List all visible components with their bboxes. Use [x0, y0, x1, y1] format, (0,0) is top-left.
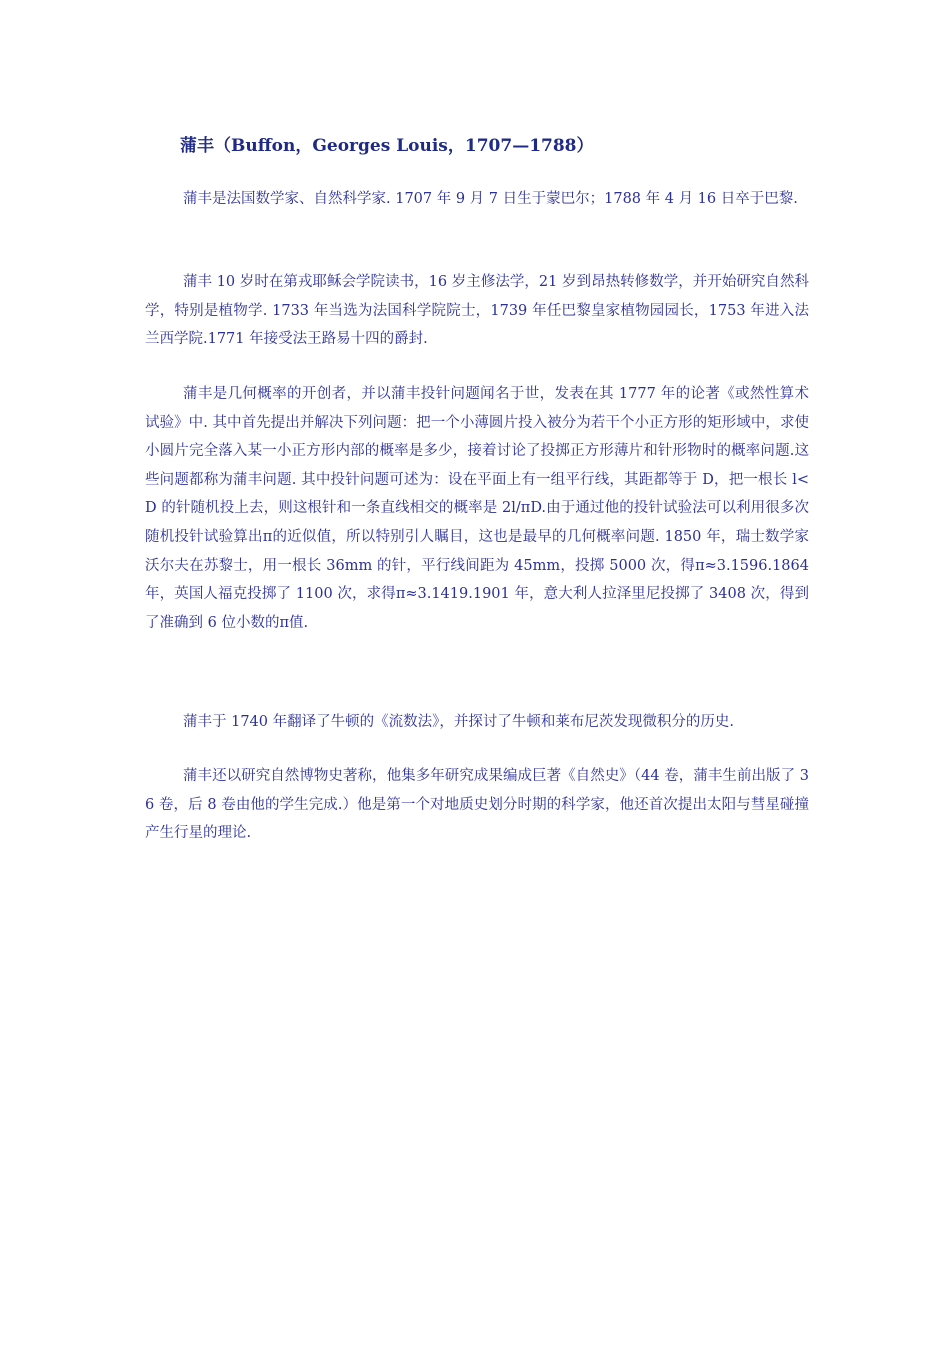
- paragraph-needle-problem: 蒲丰是几何概率的开创者，并以蒲丰投针问题闻名于世，发表在其 1777 年的论著《或然性算术试验》中. 其中首先提出并解决下列问题：把一个小薄圆片投入被分为若干个小正方形的矩形域中，求使小圆片完全落入某一小正方形内部的概率是多少，接着讨论了投掷正方形薄片和针形物时的概率问题.这些问题都称为蒲丰问题. 其中投针问题可述为：设在平面上有一组平行线，其距都等于 D，把一根长 l<D 的针随机投上去，则这根针和一条直线相交的概率是 2l/πD.由于通过他的投针试验法可以利用很多次随机投针试验算出π的近似值，所以特别引人瞩目，这也是最早的几何概率问题. 1850 年，瑞士数学家沃尔夫在苏黎士，用一根长 36mm 的针，平行线间距为 45mm，投掷 5000 次，得π≈3.1596.1864 年，英国人福克投掷了 1100 次，求得π≈3.1419.1901 年，意大利人拉泽里尼投掷了 3408 次，得到了准确到 6 位小数的π值.: [145, 386, 809, 631]
- paragraph-birth-death: 蒲丰是法国数学家、自然科学家. 1707 年 9 月 7 日生于蒙巴尔；1788 年 4 月 16 日卒于巴黎.: [183, 191, 798, 207]
- paragraph-natural-history: 蒲丰还以研究自然博物史著称，他集多年研究成果编成巨著《自然史》（44 卷，蒲丰生前出版了 36 卷，后 8 卷由他的学生完成.）他是第一个对地质史划分时期的科学家，他还首次提出太阳与彗星碰撞产生行星的理论.: [145, 768, 809, 842]
- document-title: 蒲丰（Buffon，Georges Louis，1707—1788）: [180, 136, 594, 156]
- paragraph-newton-translation: 蒲丰于 1740 年翻译了牛顿的《流数法》，并探讨了牛顿和莱布尼茨发现微积分的历史.: [183, 714, 734, 730]
- paragraph-education-career: 蒲丰 10 岁时在第戎耶稣会学院读书，16 岁主修法学，21 岁到昂热转修数学，并开始研究自然科学，特别是植物学. 1733 年当选为法国科学院院士，1739 年任巴黎皇家植物园园长，1753 年进入法兰西学院.1771 年接受法王路易十四的爵封.: [145, 274, 809, 348]
